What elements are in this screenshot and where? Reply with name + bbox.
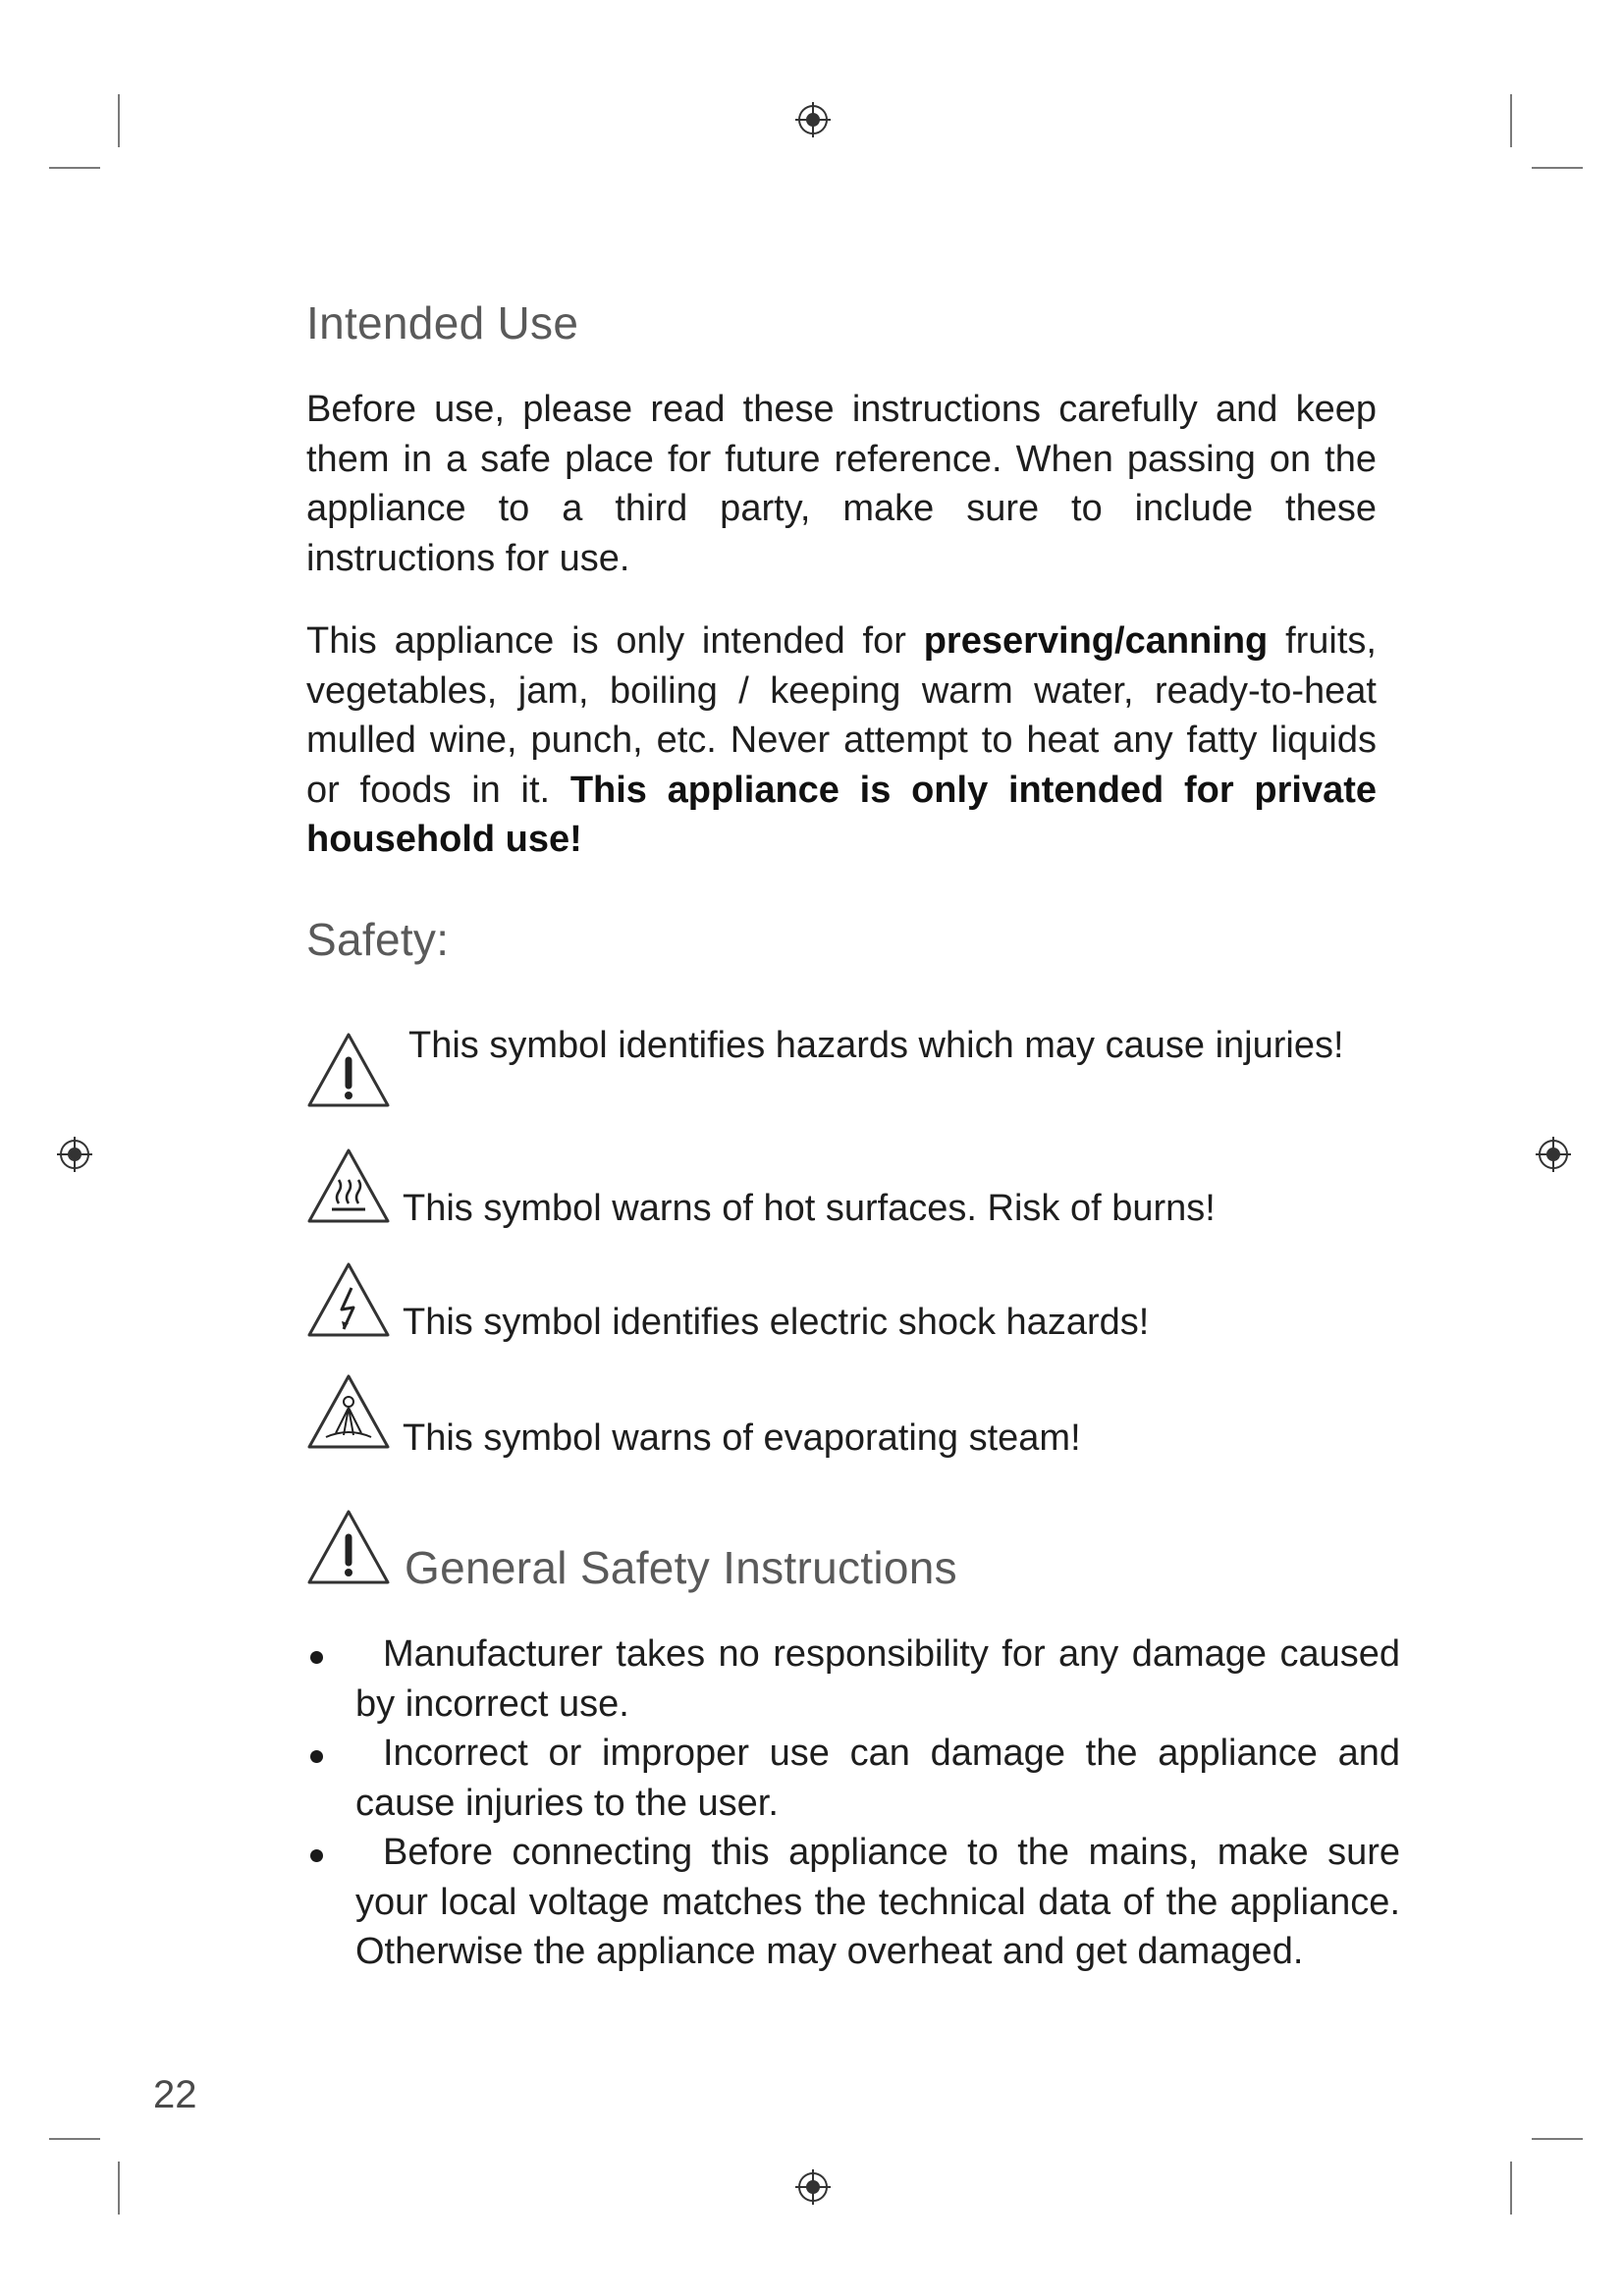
crop-mark: [1510, 2162, 1512, 2215]
paragraph-text: fruits, vegetables, jam, boiling / keeping warm water, ready-to-heat mulled wine, punch, etc. Never attempt to heat any fatty liquids or foods in it.: [306, 620, 1377, 811]
paragraph-text: This appliance is only intended for: [306, 620, 924, 662]
safety-symbol-text: This symbol warns of evaporating steam!: [403, 1417, 1081, 1459]
crop-mark: [118, 94, 120, 147]
emphasis-text: This appliance is only intended for private household use!: [306, 769, 1377, 860]
crop-mark: [1532, 167, 1583, 169]
intended-use-paragraph-2: [306, 616, 1377, 865]
list-item-text: Before connecting this appliance to the mains, make sure your local voltage matches the technical data of the appliance. Otherwise the appliance may overheat and get damaged.: [355, 1832, 1400, 1972]
safety-symbol-text: This symbol warns of hot surfaces. Risk of burns!: [403, 1188, 1216, 1229]
registration-mark-icon: [55, 1135, 94, 1174]
list-item: [306, 1729, 1400, 1828]
list-item-text: Incorrect or improper use can damage the appliance and cause injuries to the user.: [355, 1733, 1400, 1824]
safety-symbol-text: This symbol identifies hazards which may cause injuries!: [408, 1025, 1344, 1066]
electric-shock-icon: [306, 1260, 391, 1339]
safety-symbol-text: This symbol identifies electric shock hazards!: [403, 1302, 1150, 1343]
bullet-icon: [310, 1849, 323, 1862]
warning-exclamation-icon: [306, 1031, 391, 1109]
registration-mark-icon: [793, 2167, 833, 2207]
page-number: 22: [153, 2073, 197, 2116]
safety-heading: Safety:: [306, 914, 450, 965]
intended-use-paragraph-1: Before use, please read these instructions carefully and keep them in a safe place for future reference. When passing on the appliance to a third party, make sure to include these instructions for use.: [306, 389, 1377, 579]
list-item: [306, 1828, 1400, 1977]
crop-mark: [1532, 2138, 1583, 2140]
crop-mark: [118, 2162, 120, 2215]
crop-mark: [1510, 94, 1512, 147]
bullet-icon: [310, 1651, 323, 1664]
registration-mark-icon: [793, 100, 833, 139]
warning-exclamation-icon: [306, 1508, 391, 1586]
general-safety-heading: General Safety Instructions: [405, 1542, 957, 1593]
bullet-icon: [310, 1750, 323, 1763]
emphasis-text: preserving/canning: [923, 620, 1269, 662]
crop-mark: [49, 2138, 100, 2140]
steam-icon: [306, 1372, 391, 1451]
list-item-text: Manufacturer takes no responsibility for any damage caused by incorrect use.: [355, 1633, 1400, 1725]
general-safety-list: [306, 1629, 1400, 1977]
intended-use-heading: Intended Use: [306, 297, 579, 348]
list-item: [306, 1629, 1400, 1729]
crop-mark: [49, 167, 100, 169]
registration-mark-icon: [1534, 1135, 1573, 1174]
hot-surface-icon: [306, 1147, 391, 1225]
